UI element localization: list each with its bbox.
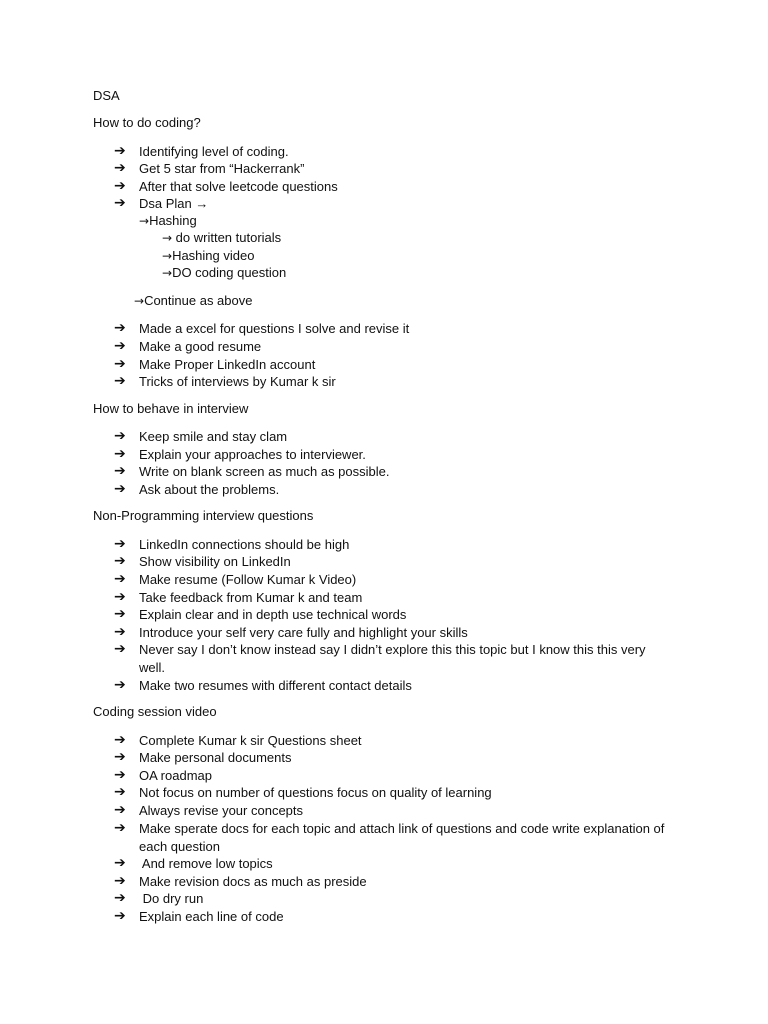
bold-right-arrow-icon: ➔ [114,481,126,497]
list-item-text: Not focus on number of questions focus on quality of learning [139,785,492,800]
list-item-text: Make two resumes with different contact details [139,678,412,693]
bold-right-arrow-icon: ➔ [114,373,126,389]
list-item-text: Explain your approaches to interviewer. [139,447,366,462]
right-arrow-icon: → [162,266,173,280]
list-item-text: Always revise your concepts [139,803,304,818]
bold-right-arrow-icon: ➔ [114,320,126,336]
bold-right-arrow-icon: ➔ [114,428,126,444]
list-item [114,571,674,589]
list-item-text: Get 5 star from “Hackerrank” [139,161,305,176]
list-item-text: OA roadmap [139,768,212,783]
bold-right-arrow-icon: ➔ [114,195,126,211]
subplan-step-label: do written tutorials [172,230,282,245]
bold-right-arrow-icon: ➔ [114,802,126,818]
right-arrow-icon: → [162,231,173,245]
bold-right-arrow-icon: ➔ [114,624,126,640]
subplan-step [162,248,254,264]
list-item-text: Keep smile and stay clam [139,429,288,444]
list-item [114,802,674,820]
list-item [114,606,674,624]
list-item-text: Explain clear and in depth use technical words [139,607,407,622]
list-item-text: Take feedback from Kumar k and team [139,590,363,605]
list-item-text: Explain each line of code [139,909,284,924]
bold-right-arrow-icon: ➔ [114,463,126,479]
list-item [114,749,674,767]
list-item-text: Make personal documents [139,750,292,765]
bold-right-arrow-icon: ➔ [114,338,126,354]
list-item [114,677,674,695]
subplan-topic [139,213,197,229]
bold-right-arrow-icon: ➔ [114,677,126,693]
bold-right-arrow-icon: ➔ [114,589,126,605]
list-item [114,890,674,908]
subplan-continue-label: Continue as above [144,293,253,308]
bold-right-arrow-icon: ➔ [114,446,126,462]
list-item-text: Made a excel for questions I solve and revise it [139,321,410,336]
list-item-text: Write on blank screen as much as possible. [139,464,390,479]
bold-right-arrow-icon: ➔ [114,143,126,159]
bold-right-arrow-icon: ➔ [114,160,126,176]
subplan-step [162,230,281,246]
bold-right-arrow-icon: ➔ [114,606,126,622]
subplan-step-label: DO coding question [172,265,287,280]
list-item-text: Dsa Plan → [139,196,209,211]
list-item [114,589,674,607]
subplan-topic-label: Hashing [149,213,197,228]
list-item-text: And remove low topics [139,856,273,871]
list-item-text: Make resume (Follow Kumar k Video) [139,572,357,587]
list-item [114,428,674,446]
list-item [114,624,674,642]
list-item [114,767,674,785]
list-item [114,160,674,178]
right-arrow-icon: → [134,294,145,308]
list-item-text: LinkedIn connections should be high [139,537,350,552]
bold-right-arrow-icon: ➔ [114,732,126,748]
subplan-step [162,265,286,281]
list-item [114,338,674,356]
right-arrow-icon: → [162,249,173,263]
list-item-text: Make revision docs as much as preside [139,874,367,889]
list-item-text: Do dry run [139,891,204,906]
subplan-continue [134,293,252,309]
list-item [114,855,674,873]
bold-right-arrow-icon: ➔ [114,356,126,372]
bold-right-arrow-icon: ➔ [114,767,126,783]
list-item [114,908,674,926]
section-heading-non-programming: Non-Programming interview questions [93,508,314,523]
right-arrow-icon: → [139,214,150,228]
bold-right-arrow-icon: ➔ [114,784,126,800]
list-item-text: Make sperate docs for each topic and attach link of questions and code write explanation of each question [139,821,665,854]
bold-right-arrow-icon: ➔ [114,641,126,657]
list-item [114,873,674,891]
bold-right-arrow-icon: ➔ [114,553,126,569]
list-item [114,143,674,161]
bold-right-arrow-icon: ➔ [114,873,126,889]
bold-right-arrow-icon: ➔ [114,908,126,924]
list-item-text: After that solve leetcode questions [139,179,338,194]
bold-right-arrow-icon: ➔ [114,749,126,765]
section-heading-coding: How to do coding? [93,115,201,130]
bold-right-arrow-icon: ➔ [114,820,126,836]
subplan-step-label: Hashing video [172,248,255,263]
bold-right-arrow-icon: ➔ [114,890,126,906]
list-item [114,553,674,571]
list-item [114,536,674,554]
list-item [114,373,674,391]
list-item [114,446,674,464]
list-item-text: Show visibility on LinkedIn [139,554,291,569]
bold-right-arrow-icon: ➔ [114,178,126,194]
list-item [114,641,659,676]
section-heading-behave: How to behave in interview [93,401,249,416]
list-item-text: Identifying level of coding. [139,144,289,159]
bold-right-arrow-icon: ➔ [114,536,126,552]
list-item-text: Make Proper LinkedIn account [139,357,316,372]
list-item-text: Never say I don’t know instead say I didn’t explore this this topic but I know this this very well. [139,642,646,675]
list-item-text: Ask about the problems. [139,482,280,497]
bold-right-arrow-icon: ➔ [114,855,126,871]
list-item [114,320,674,338]
list-item-text: Make a good resume [139,339,262,354]
list-item-text: Complete Kumar k sir Questions sheet [139,733,362,748]
list-item [114,178,674,196]
list-item [114,732,674,750]
list-item [114,356,674,374]
section-heading-coding-session: Coding session video [93,704,217,719]
document-title: DSA [93,88,120,103]
list-item-text: Introduce your self very care fully and highlight your skills [139,625,468,640]
bold-right-arrow-icon: ➔ [114,571,126,587]
list-item-text: Tricks of interviews by Kumar k sir [139,374,336,389]
list-item [114,784,674,802]
list-item [114,463,674,481]
list-item [114,195,674,213]
list-item [114,820,684,855]
list-item [114,481,674,499]
